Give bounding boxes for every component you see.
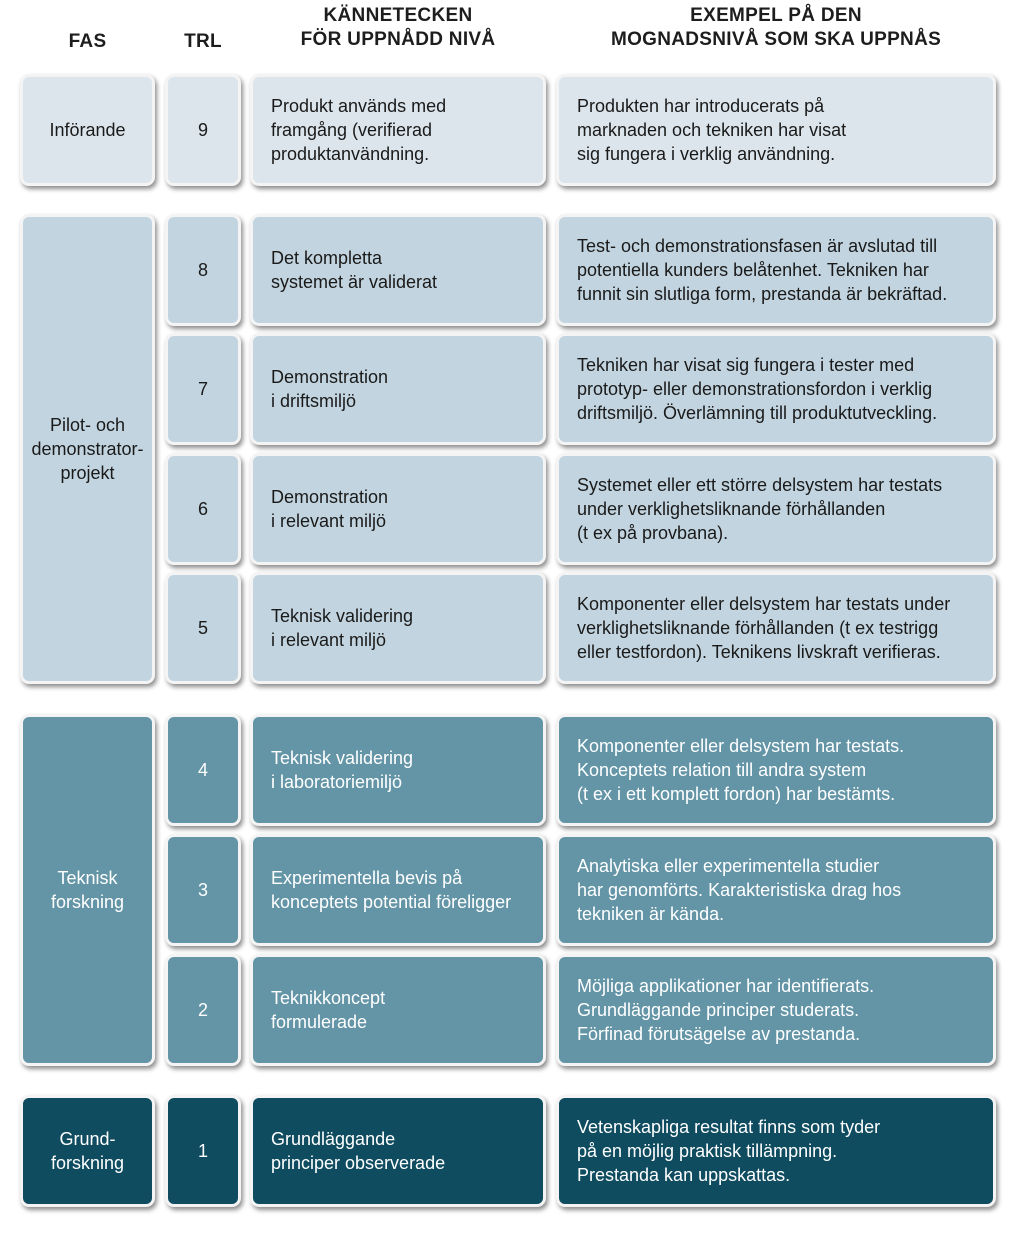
example-text: Möjliga applikationer har identifierats. Grundläggande principer studerats. Förfinad förutsägelse av prestanda. [577,976,875,1044]
example-text: Komponenter eller delsystem har testats. Konceptets relation till andra system (t ex i ett komplett fordon) har bestämts. [577,736,905,804]
example-box-1 [556,1095,996,1207]
characteristic-box-7 [250,333,546,445]
trl-box-5 [165,572,241,684]
example-box-9 [556,74,996,186]
example-text: Tekniken har visat sig fungera i tester med prototyp- eller demonstrationsfordon i verklig driftsmiljö. Överlämning till produktutveckling. [577,355,938,423]
header-kannetecken-label: KÄNNETECKEN FÖR UPPNÅDD NIVÅ [300,5,496,50]
characteristic-text: Grundläggande principer observerade [271,1129,446,1173]
characteristic-text: Teknisk validering i laboratoriemiljö [271,748,414,792]
characteristic-box-9 [250,74,546,186]
example-box-6 [556,453,996,565]
header-trl [165,30,241,54]
trl-number: 7 [197,379,208,399]
header-exempel [556,4,996,52]
example-box-7 [556,333,996,445]
phase-label: Införande [49,120,126,140]
characteristic-text: Experimentella bevis på konceptets potential föreligger [271,868,512,912]
example-box-8 [556,214,996,326]
phase-box-pilot [20,214,155,684]
characteristic-box-6 [250,453,546,565]
trl-number: 9 [197,120,208,140]
characteristic-box-8 [250,214,546,326]
characteristic-text: Det kompletta systemet är validerat [271,248,438,292]
trl-box-2 [165,954,241,1066]
example-text: Systemet eller ett större delsystem har testats under verklighetsliknande förhållanden (t ex på provbana). [577,475,943,543]
trl-box-4 [165,714,241,826]
example-box-4 [556,714,996,826]
phase-label: Teknisk forskning [50,868,125,912]
example-box-2 [556,954,996,1066]
header-exempel-label: EXEMPEL PÅ DEN MOGNADSNIVÅ SOM SKA UPPNÅS [610,5,942,50]
trl-number: 1 [197,1141,208,1161]
trl-number: 6 [197,499,208,519]
example-box-3 [556,834,996,946]
phase-box-grundforskning [20,1095,155,1207]
header-trl-label: TRL [184,31,222,52]
phase-box-teknisk-forskning [20,714,155,1066]
characteristic-box-2 [250,954,546,1066]
example-text: Komponenter eller delsystem har testats under verklighetsliknande förhållanden (t ex testrigg eller testfordon). Teknikens livskraft verifieras. [577,594,951,662]
header-fas [20,30,155,54]
characteristic-text: Demonstration i relevant miljö [271,487,389,531]
characteristic-text: Teknikkoncept formulerade [271,988,386,1032]
phase-label: Pilot- och demonstrator- projekt [31,415,144,483]
example-text: Produkten har introducerats på marknaden och tekniken har visat sig fungera i verklig användning. [577,96,847,164]
trl-box-8 [165,214,241,326]
trl-box-3 [165,834,241,946]
trl-box-6 [165,453,241,565]
trl-number: 3 [197,880,208,900]
characteristic-text: Teknisk validering i relevant miljö [271,606,414,650]
example-text: Test- och demonstrationsfasen är avslutad till potentiella kunders belåtenhet. Tekniken har funnit sin slutliga form, prestanda är bekräftad. [577,236,948,304]
example-text: Vetenskapliga resultat finns som tyder på en möjlig praktisk tillämpning. Prestanda kan uppskattas. [577,1117,881,1185]
characteristic-text: Produkt används med framgång (verifierad produktanvändning. [271,96,447,164]
header-kannetecken [250,4,546,52]
characteristic-box-3 [250,834,546,946]
characteristic-box-1 [250,1095,546,1207]
characteristic-box-5 [250,572,546,684]
example-box-5 [556,572,996,684]
trl-number: 8 [197,260,208,280]
characteristic-text: Demonstration i driftsmiljö [271,367,389,411]
trl-box-1 [165,1095,241,1207]
characteristic-box-4 [250,714,546,826]
phase-label: Grund- forskning [50,1129,125,1173]
trl-box-7 [165,333,241,445]
header-fas-label: FAS [68,31,107,52]
phase-box-inforande [20,74,155,186]
trl-box-9 [165,74,241,186]
example-text: Analytiska eller experimentella studier har genomförts. Karakteristiska drag hos tekniken är kända. [577,856,902,924]
trl-number: 2 [197,1000,208,1020]
trl-number: 5 [197,618,208,638]
trl-number: 4 [197,760,208,780]
